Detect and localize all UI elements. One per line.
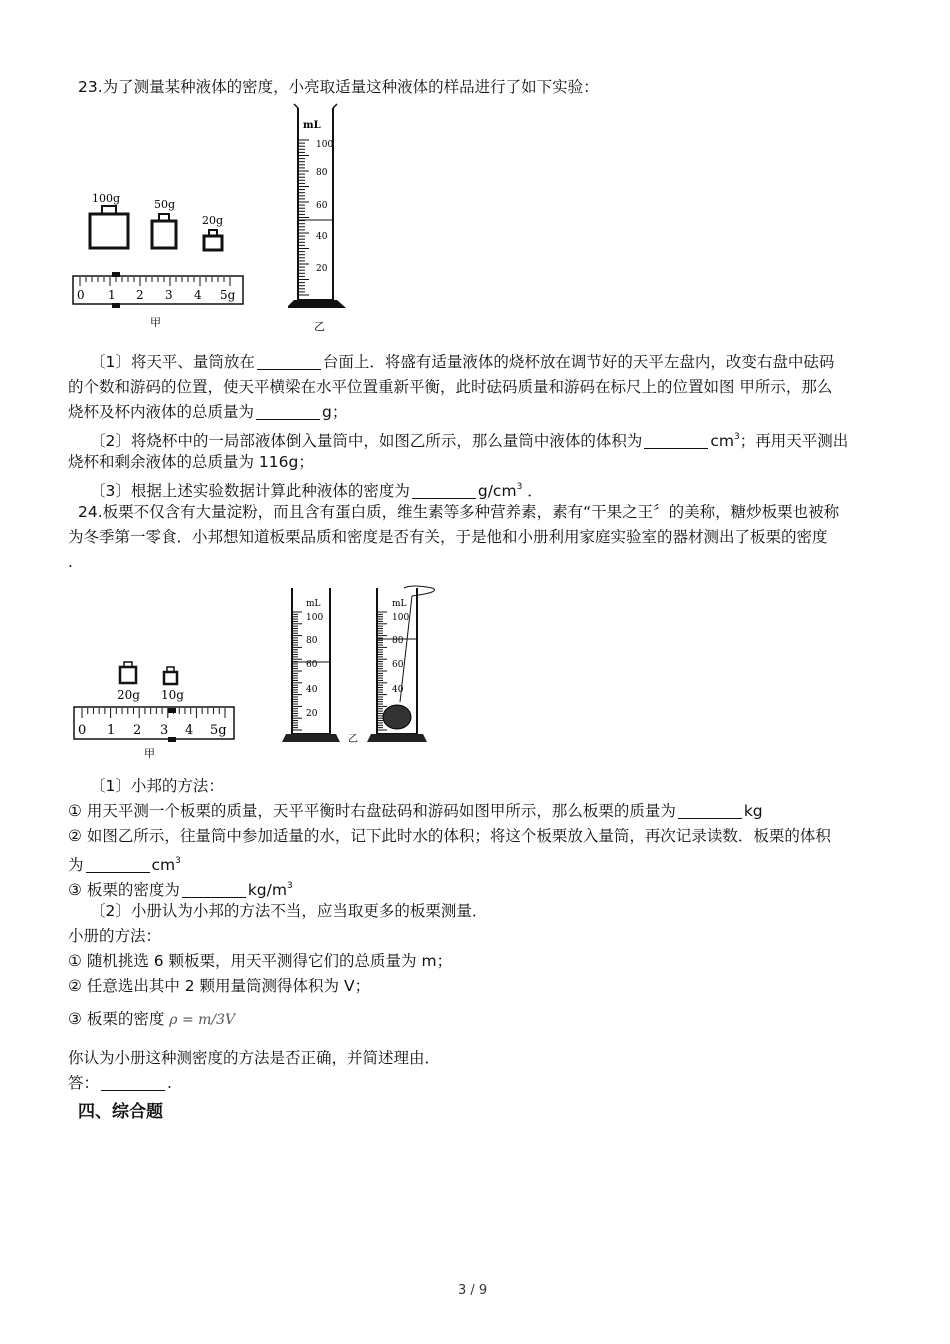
q23-p1-line2: 的个数和游码的位置，使天平横梁在水平位置重新平衡，此时砝码质量和游码在标尺上的位置如图 甲所示，那么 xyxy=(68,378,833,396)
q24-m1c: ③ 板栗的密度为 $kg/m^3$ xyxy=(68,881,293,899)
q24-ask: 你认为小册这种测密度的方法是否正确，并简述理由． xyxy=(68,1049,441,1067)
caption-yi: 乙 xyxy=(314,320,325,333)
scale-label-2: 2 xyxy=(136,288,144,302)
q24-m2d: ③ 板栗的密度 ρ = m/3V xyxy=(68,1008,235,1031)
q24-m2c: ② 任意选出其中 2 颗用量筒测得体积为 V； xyxy=(68,977,371,995)
tick-40: 40 xyxy=(392,685,404,695)
answer-blank-1[interactable] xyxy=(257,353,321,370)
cylinder-base xyxy=(288,300,346,308)
q24-figure-yi xyxy=(282,582,452,748)
tick-20: 20 xyxy=(306,709,318,719)
caption-yi: 乙 xyxy=(348,734,358,745)
q24-stem-line2: 为冬季第一零食．小邦想知道板栗品质和密度是否有关，于是他和小册利用家庭实验室的器材测出了板栗的密度 xyxy=(68,528,828,546)
weight-label-100g: 100g xyxy=(92,192,121,205)
answer-blank-5[interactable] xyxy=(678,802,742,819)
q23-stem: 23.为了测量某种液体的密度，小亮取适量这种液体的样品进行了如下实验： xyxy=(78,78,599,96)
q23-figure-yi xyxy=(288,100,358,340)
scale-label-5g: 5g xyxy=(210,723,227,738)
tick-40: 40 xyxy=(306,685,318,695)
q23-p3-line: 〔3〕根据上述实验数据计算此种液体的密度为 $g/cm^3$ ． xyxy=(90,482,543,500)
caption-jia: 甲 xyxy=(144,747,155,760)
cylinder-with-chestnut xyxy=(367,586,435,742)
tick-100: 100 xyxy=(392,613,410,623)
weight-label-20g: 20g xyxy=(202,214,224,227)
rider-bottom-marker xyxy=(112,303,120,308)
q24-m2a: 小册的方法： xyxy=(68,927,162,945)
q24-m1b2: 为 $cm^3$ xyxy=(68,856,181,874)
answer-blank-6[interactable] xyxy=(86,856,150,873)
q24-figure-jia xyxy=(70,655,240,767)
page-number: 3 / 9 xyxy=(458,1283,488,1298)
caption-jia: 甲 xyxy=(150,316,161,329)
scale-label-3: 3 xyxy=(160,723,169,738)
weight-50g-icon xyxy=(152,214,176,248)
rider-bottom-marker xyxy=(168,737,176,742)
q23-p1-line3: 烧杯及杯内液体的总质量为 g； xyxy=(68,403,348,421)
tick-100: 100 xyxy=(316,140,334,150)
tick-60: 60 xyxy=(306,660,318,670)
weight-100g-icon xyxy=(90,206,128,248)
q24-stem-line3: . xyxy=(68,553,73,571)
q24-stem-line1: 24.板栗不仅含有大量淀粉，而且含有蛋白质，维生素等多种营养素，素有“干果之王〞的美称，糖炒板栗也被称 xyxy=(78,503,840,521)
scale-label-2: 2 xyxy=(133,723,142,738)
answer-blank-2[interactable] xyxy=(256,403,320,420)
weight-label-20g: 20g xyxy=(117,688,140,702)
answer-blank-4[interactable] xyxy=(412,482,476,499)
balance-scale-ruler xyxy=(73,272,243,308)
answer-blank-3[interactable] xyxy=(644,432,708,449)
density-formula: ρ = m/3V xyxy=(169,1011,236,1028)
weight-10g-icon xyxy=(164,667,177,684)
weight-20g-icon xyxy=(120,662,136,683)
q24-m2: 〔2〕小册认为小邦的方法不当，应当取更多的板栗测量． xyxy=(90,902,488,920)
answer-blank-7[interactable] xyxy=(182,881,246,898)
scale-label-4: 4 xyxy=(194,288,202,302)
tick-80: 80 xyxy=(306,636,318,646)
tick-20: 20 xyxy=(316,264,328,274)
weight-label-50g: 50g xyxy=(154,198,176,211)
q24-m1: 〔1〕小邦的方法： xyxy=(90,777,224,795)
cylinder-unit: mL xyxy=(303,120,321,131)
q23-p1-line1: 〔1〕将天平、量筒放在 台面上．将盛有适量液体的烧杯放在调节好的天平左盘内，改变右盘中砝码 xyxy=(90,353,835,371)
q24-m1b: ② 如图乙所示，往量筒中参加适量的水，记下此时水的体积；将这个板栗放入量筒，再次记录读数．板栗的体积 xyxy=(68,827,831,845)
chestnut-icon xyxy=(383,705,411,729)
tick-60: 60 xyxy=(392,660,404,670)
tick-40: 40 xyxy=(316,232,328,242)
q23-p2-line2: 烧杯和剩余液体的总质量为 116g； xyxy=(68,453,314,471)
q23-figure-jia xyxy=(70,180,250,340)
tick-100: 100 xyxy=(306,613,324,623)
q24-m1a: ① 用天平测一个板栗的质量，天平平衡时右盘砝码和游码如图甲所示，那么板栗的质量为 kg xyxy=(68,802,763,820)
scale-label-1: 1 xyxy=(108,288,116,302)
rider-top-marker xyxy=(112,272,120,277)
section-heading: 四、综合题 xyxy=(78,1102,163,1122)
scale-label-5g: 5g xyxy=(220,288,236,302)
cylinder-unit: mL xyxy=(392,599,407,609)
cylinder-unit: mL xyxy=(306,599,321,609)
scale-label-1: 1 xyxy=(107,723,116,738)
tick-80: 80 xyxy=(392,636,404,646)
scale-label-0: 0 xyxy=(78,723,87,738)
tick-80: 80 xyxy=(316,168,328,178)
scale-label-4: 4 xyxy=(185,723,194,738)
weight-20g-icon xyxy=(204,230,222,250)
weight-label-10g: 10g xyxy=(161,688,184,702)
rider-top-marker xyxy=(168,708,176,713)
answer-blank-8[interactable] xyxy=(101,1074,165,1091)
q24-answer: 答： . xyxy=(68,1074,172,1092)
q24-m2b: ① 随机挑选 6 颗板栗，用天平测得它们的总质量为 m； xyxy=(68,952,453,970)
cylinder-water-only xyxy=(282,588,340,742)
tick-60: 60 xyxy=(316,201,328,211)
q23-p2-line1: 〔2〕将烧杯中的一局部液体倒入量筒中，如图乙所示，那么量筒中液体的体积为 $cm^3$；再用天平测出 xyxy=(90,432,849,450)
scale-label-0: 0 xyxy=(77,288,85,302)
scale-label-3: 3 xyxy=(165,288,173,302)
balance-scale-ruler xyxy=(74,707,234,742)
